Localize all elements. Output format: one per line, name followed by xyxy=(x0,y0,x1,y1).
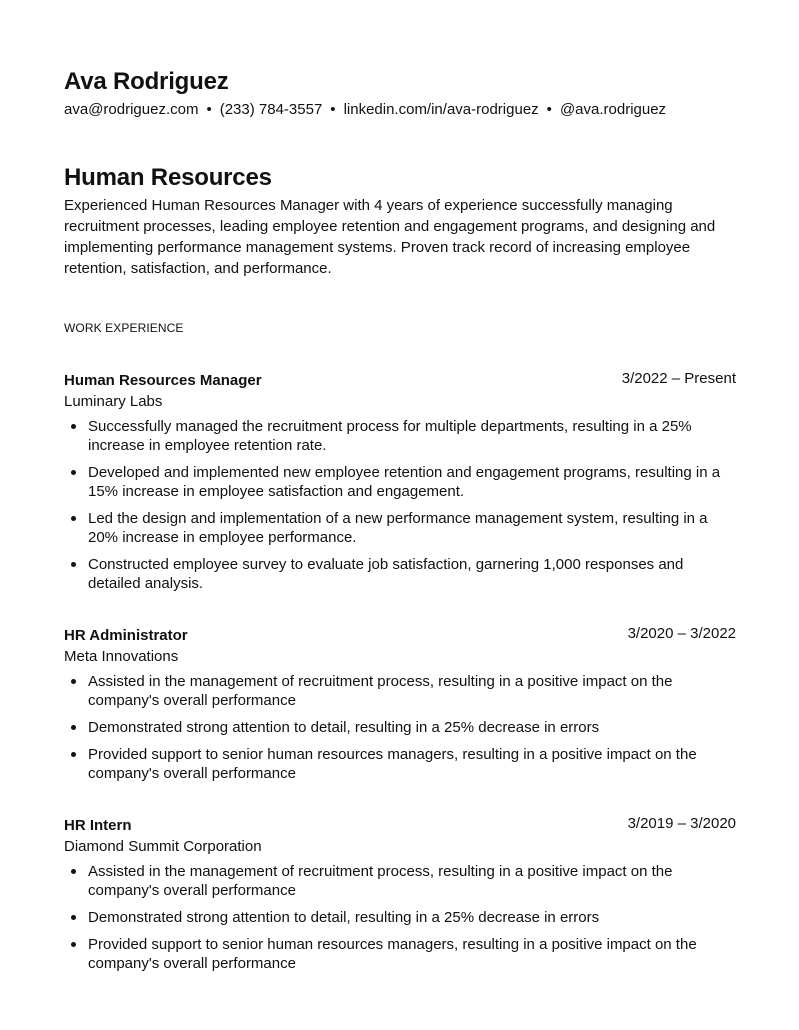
bullet-text: Successfully managed the recruitment process for multiple departments, resulting in a 25% increase in employee retention rate. xyxy=(88,418,692,454)
bullet-item xyxy=(64,935,736,973)
contact-linkedin: linkedin.com/in/ava-rodriguez xyxy=(343,101,539,118)
bullet-dot-icon xyxy=(71,470,76,475)
bullet-text: Provided support to senior human resources managers, resulting in a positive impact on the company's overall performance xyxy=(88,936,697,972)
contact-handle: @ava.rodriguez xyxy=(559,101,667,118)
summary-paragraph: Experienced Human Resources Manager with 4 years of experience successfully managing recruitment processes, leading employee retention and engagement programs, and designing and implementing performance management systems. Proven track record of increasing employee retention, satisfaction, and performance. xyxy=(64,197,716,277)
job-header xyxy=(64,624,736,646)
contact-separator: • xyxy=(546,101,552,118)
job-company: Luminary Labs xyxy=(64,393,163,410)
job-dates: 3/2020 – 3/2022 xyxy=(627,625,736,642)
job-bullets xyxy=(64,417,736,593)
bullet-item xyxy=(64,908,736,927)
contact-line xyxy=(64,100,744,120)
contact-separator: • xyxy=(330,101,336,118)
bullet-text: Developed and implemented new employee retention and engagement programs, resulting in a 15% increase in employee satisfaction and engagement. xyxy=(88,464,721,500)
job-title: HR Intern xyxy=(64,817,132,834)
bullet-text: Constructed employee survey to evaluate job satisfaction, garnering 1,000 responses and detailed analysis. xyxy=(88,556,684,592)
contact-email: ava@rodriguez.com xyxy=(64,101,199,118)
job-company: Diamond Summit Corporation xyxy=(64,838,262,855)
candidate-name: Ava Rodriguez xyxy=(64,68,229,95)
job-entry xyxy=(64,814,736,981)
bullet-dot-icon xyxy=(71,915,76,920)
job-header xyxy=(64,814,736,836)
bullet-dot-icon xyxy=(71,562,76,567)
bullet-text: Demonstrated strong attention to detail, resulting in a 25% decrease in errors xyxy=(88,909,600,926)
job-title: HR Administrator xyxy=(64,627,188,644)
job-title: Human Resources Manager xyxy=(64,372,262,389)
job-header xyxy=(64,369,736,391)
bullet-item xyxy=(64,718,736,737)
bullet-item xyxy=(64,745,736,783)
bullet-item xyxy=(64,509,736,547)
job-dates: 3/2022 – Present xyxy=(621,370,736,387)
bullet-dot-icon xyxy=(71,679,76,684)
contact-separator: • xyxy=(206,101,212,118)
job-company: Meta Innovations xyxy=(64,648,179,665)
job-entry xyxy=(64,624,736,791)
bullet-dot-icon xyxy=(71,725,76,730)
bullet-item xyxy=(64,862,736,900)
bullet-text: Assisted in the management of recruitment process, resulting in a positive impact on the company's overall performance xyxy=(88,673,673,709)
bullet-dot-icon xyxy=(71,516,76,521)
bullet-dot-icon xyxy=(71,869,76,874)
bullet-text: Led the design and implementation of a new performance management system, resulting in a 20% increase in employee performance. xyxy=(88,510,708,546)
bullet-text: Assisted in the management of recruitment process, resulting in a positive impact on the company's overall performance xyxy=(88,863,673,899)
job-entry xyxy=(64,369,736,601)
bullet-dot-icon xyxy=(71,942,76,947)
bullet-text: Demonstrated strong attention to detail, resulting in a 25% decrease in errors xyxy=(88,719,600,736)
headline: Human Resources xyxy=(64,164,272,191)
bullet-item xyxy=(64,417,736,455)
bullet-dot-icon xyxy=(71,424,76,429)
job-bullets xyxy=(64,672,736,783)
contact-phone: (233) 784-3557 xyxy=(219,101,323,118)
bullet-item xyxy=(64,463,736,501)
bullet-dot-icon xyxy=(71,752,76,757)
section-title-work-experience: WORK EXPERIENCE xyxy=(64,321,184,335)
bullet-text: Provided support to senior human resources managers, resulting in a positive impact on the company's overall performance xyxy=(88,746,697,782)
job-bullets xyxy=(64,862,736,973)
job-dates: 3/2019 – 3/2020 xyxy=(627,815,736,832)
bullet-item xyxy=(64,555,736,593)
bullet-item xyxy=(64,672,736,710)
